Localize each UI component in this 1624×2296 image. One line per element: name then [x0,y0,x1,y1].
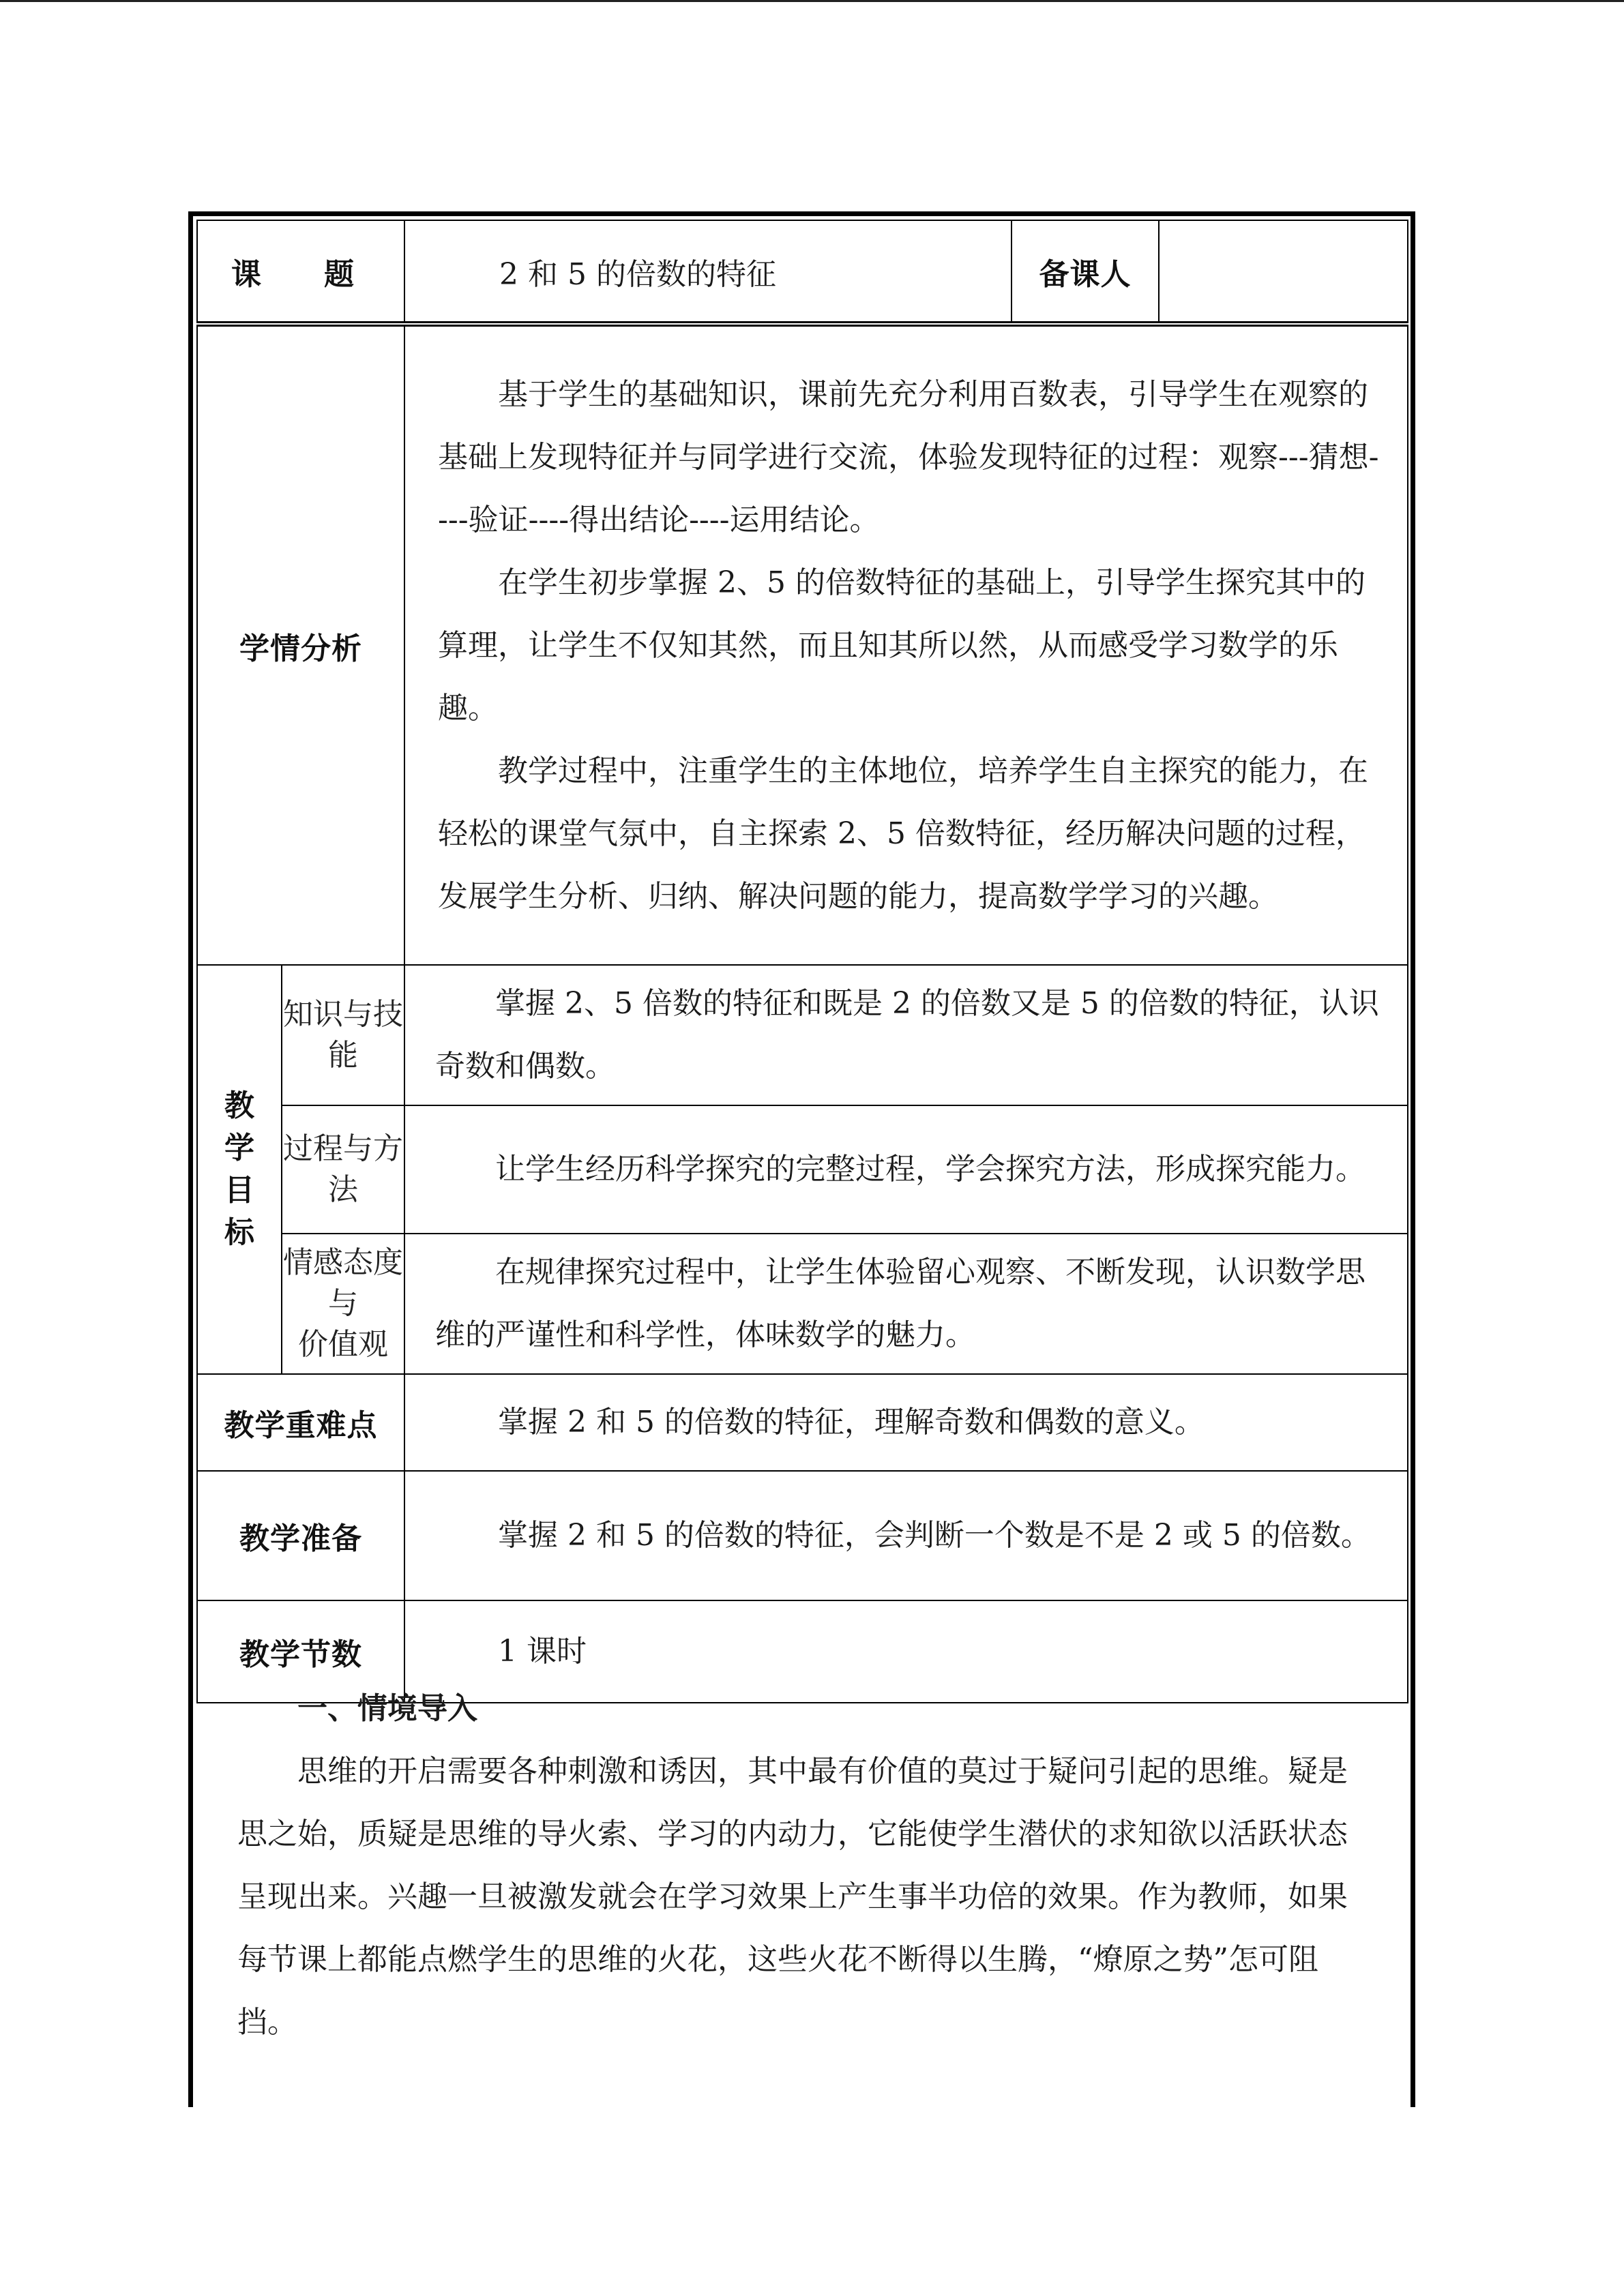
section-heading: 一、情境导入 [297,1691,477,1726]
student-analysis-paragraph: 基于学生的基础知识，课前先充分利用百数表，引导学生在观察的基础上发现特征并与同学进行交流，体验发现特征的过程：观察---猜想----验证----得出结论----运用结论。 [438,376,1379,537]
objectives-label-char: 标 [224,1215,254,1250]
objective-row [197,965,1408,1105]
key-points-label: 教学重难点 [197,1374,404,1471]
student-analysis-paragraph: 教学过程中，注重学生的主体地位，培养学生自主探究的能力，在轻松的课堂气氛中，自主探索 2、5 倍数特征，经历解决问题的过程，发展学生分析、归纳、解决问题的能力，提高数学学习的兴趣。 [438,753,1368,914]
objective-text: 让学生经历科学探究的完整过程，学会探究方法，形成探究能力。 [495,1152,1365,1187]
student-analysis-row [197,324,1408,965]
attitude-values-label [282,1234,404,1374]
key-points-row [197,1374,1408,1471]
periods-paragraph: 1 课时 [498,1634,587,1669]
process-method-text [404,1105,1408,1234]
preparer-label: 备课人 [1012,220,1159,324]
attitude-values-text [404,1234,1408,1374]
preparer-value [1159,220,1408,324]
topic-value: 2 和 5 的倍数的特征 [404,220,1012,324]
preparation-label: 教学准备 [197,1471,404,1600]
preparation-text [404,1471,1408,1600]
student-analysis-label: 学情分析 [197,324,404,965]
page-top-border [0,0,1624,2]
lesson-plan-table [196,220,1408,1703]
objective-label-line: 过程与方法 [283,1131,403,1207]
knowledge-skills-text [404,965,1408,1105]
section-paragraph: 思维的开启需要各种刺激和诱因，其中最有价值的莫过于疑问引起的思维。疑是思之始，质疑是思维的导火索、学习的内动力，它能使学生潜伏的求知欲以活跃状态呈现出来。兴趣一旦被激发就会在学习效果上产生事半功倍的效果。作为教师，如果每节课上都能点燃学生的思维的火花，这些火花不断得以生腾，“燎原之势”怎可阻挡。 [237,1754,1348,2040]
objective-label-line: 知识与技能 [283,997,403,1073]
objective-text: 在规律探究过程中，让学生体验留心观察、不断发现，认识数学思维的严谨性和科学性，体味数学的魅力。 [435,1255,1365,1352]
objective-text: 掌握 2、5 倍数的特征和既是 2 的倍数又是 5 的倍数的特征，认识奇数和偶数。 [435,986,1379,1084]
preparation-paragraph: 掌握 2 和 5 的倍数的特征，会判断一个数是不是 2 或 5 的倍数。 [498,1518,1371,1553]
objectives-label-char: 目 [224,1173,254,1208]
objective-row [197,1105,1408,1234]
lesson-plan-table-wrapper [196,220,1407,1703]
situation-intro-section [196,1678,1407,2054]
preparation-row [197,1471,1408,1600]
objectives-label-char: 学 [224,1131,254,1165]
objectives-label [197,965,282,1374]
objective-label-line: 情感态度与 [283,1245,403,1321]
objectives-label-char: 教 [224,1088,254,1123]
student-analysis-paragraph: 在学生初步掌握 2、5 的倍数特征的基础上，引导学生探究其中的算理，让学生不仅知其然，而且知其所以然，从而感受学习数学的乐趣。 [438,565,1365,726]
periods-label: 教学节数 [197,1600,404,1703]
knowledge-skills-label [282,965,404,1105]
process-method-label [282,1105,404,1234]
key-points-paragraph: 掌握 2 和 5 的倍数的特征，理解奇数和偶数的意义。 [498,1405,1205,1440]
topic-row [197,220,1408,324]
key-points-text [404,1374,1408,1471]
objective-label-line: 价值观 [298,1327,388,1362]
student-analysis-content [404,324,1408,965]
topic-label: 课 题 [197,220,404,324]
objective-row [197,1234,1408,1374]
